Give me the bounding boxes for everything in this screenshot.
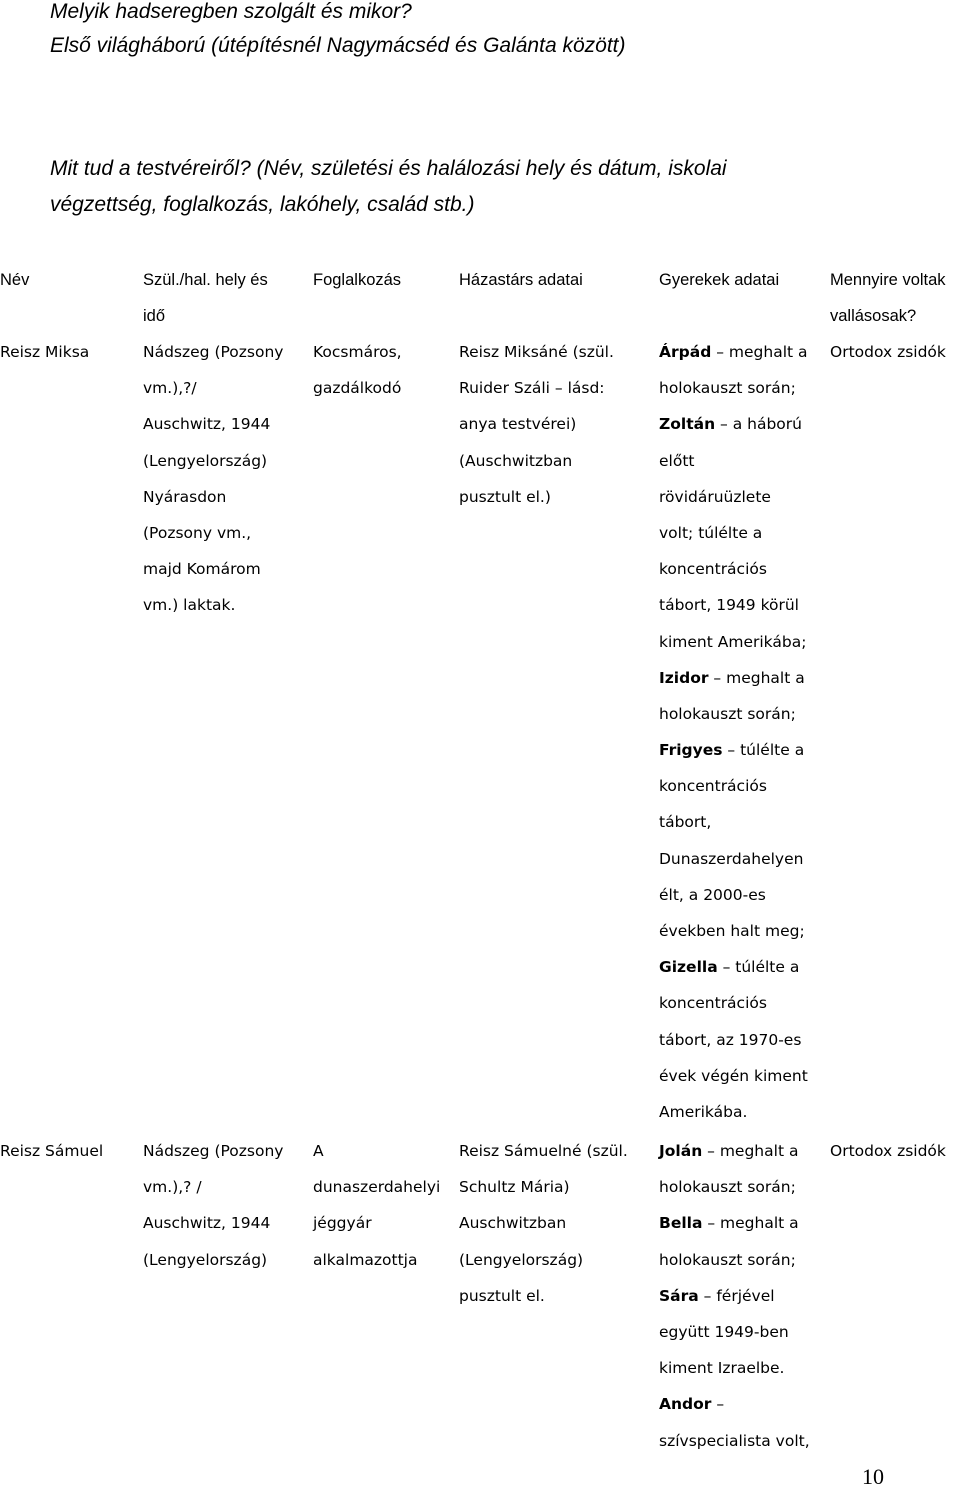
- child-text: évek végén kiment: [659, 1066, 808, 1085]
- cell-line: Reisz Sámuelné (szül.: [459, 1142, 628, 1160]
- child-text: – túlélte a: [722, 741, 805, 760]
- answer-service: Első világháború (útépítésnél Nagymácséd és Galánta között): [50, 34, 626, 57]
- cell-line: Auschwitzban: [459, 1214, 567, 1233]
- cell-line: Nádszeg (Pozsony: [143, 1142, 284, 1160]
- child-text: – túlélte a: [717, 958, 800, 977]
- child-text: években halt meg;: [659, 922, 805, 940]
- cell-line: Auschwitz, 1944: [143, 1214, 271, 1233]
- header-name: Név: [0, 271, 30, 289]
- child-text: koncentrációs: [659, 994, 767, 1013]
- child-line: [659, 841, 808, 877]
- child-line: [659, 1423, 810, 1459]
- child-line: [659, 732, 808, 768]
- question-siblings-line2: végzettség, foglalkozás, lakóhely, család stb.): [50, 193, 475, 216]
- row-birth: [143, 1133, 283, 1278]
- child-text: holokauszt során;: [659, 1178, 796, 1197]
- child-line: [659, 1169, 810, 1205]
- child-line: [659, 804, 808, 840]
- row-name: Reisz Sámuel: [0, 1142, 104, 1160]
- row-birth: [143, 334, 283, 624]
- cell-line: Auschwitz, 1944: [143, 415, 271, 434]
- child-text: Dunaszerdahelyen: [659, 849, 804, 868]
- cell-line: Reisz Miksáné (szül.: [459, 343, 614, 361]
- cell-line: anya testvérei): [459, 415, 577, 434]
- child-text: –: [711, 1395, 725, 1414]
- cell-line: Ruider Száli – lásd:: [459, 379, 605, 398]
- child-name: Sára: [659, 1286, 699, 1305]
- row-occupation: [313, 334, 402, 406]
- row-name: Reisz Miksa: [0, 343, 90, 361]
- child-text: előtt: [659, 451, 695, 470]
- row-religion: Ortodox zsidók: [830, 1142, 946, 1160]
- question-siblings-line1: Mit tud a testvéreiről? (Név, születési és halálozási hely és dátum, iskolai: [50, 157, 727, 180]
- header-religion-line1: Mennyire voltak: [830, 271, 946, 289]
- child-name: Árpád: [659, 343, 712, 361]
- cell-line: vm.) laktak.: [143, 596, 236, 615]
- header-birth-line2: idő: [143, 307, 166, 325]
- row-children: [659, 1133, 810, 1459]
- cell-line: Schultz Mária): [459, 1178, 570, 1197]
- child-line: [659, 406, 808, 442]
- child-text: tábort, 1949 körül: [659, 596, 799, 615]
- child-line: [659, 370, 808, 406]
- child-line: [659, 1205, 810, 1241]
- child-line: [659, 515, 808, 551]
- child-text: holokauszt során;: [659, 704, 796, 723]
- row-spouse: [459, 334, 614, 515]
- child-text: – férjével: [698, 1286, 775, 1305]
- child-text: tábort,: [659, 813, 712, 832]
- child-line: [659, 1133, 810, 1169]
- header-children: Gyerekek adatai: [659, 271, 780, 289]
- child-line: [659, 1278, 810, 1314]
- child-line: [659, 1350, 810, 1386]
- child-line: [659, 1022, 808, 1058]
- cell-line: dunaszerdahelyi: [313, 1178, 441, 1197]
- child-text: Amerikába.: [659, 1102, 748, 1121]
- row-religion: Ortodox zsidók: [830, 343, 946, 361]
- cell-line: majd Komárom: [143, 560, 261, 579]
- child-line: [659, 443, 808, 479]
- child-text: élt, a 2000-es: [659, 885, 766, 904]
- row-children: [659, 334, 808, 1130]
- child-text: volt; túlélte a: [659, 523, 763, 542]
- child-text: koncentrációs: [659, 560, 767, 579]
- child-line: [659, 949, 808, 985]
- question-service: Melyik hadseregben szolgált és mikor?: [50, 0, 412, 23]
- page-number: 10: [862, 1464, 884, 1489]
- child-line: [659, 334, 808, 370]
- child-text: holokauszt során;: [659, 1250, 796, 1269]
- cell-line: alkalmazottja: [313, 1250, 418, 1269]
- cell-line: vm.),?/: [143, 379, 197, 398]
- cell-line: (Pozsony vm.,: [143, 523, 252, 542]
- child-line: [659, 1314, 810, 1350]
- row-spouse: [459, 1133, 628, 1314]
- cell-line: (Auschwitzban: [459, 451, 573, 470]
- child-text: – meghalt a: [711, 343, 808, 361]
- cell-line: pusztult el.): [459, 487, 551, 506]
- child-line: [659, 551, 808, 587]
- cell-line: Nyárasdon: [143, 487, 227, 506]
- header-birth-line1: Szül./hal. hely és: [143, 271, 268, 289]
- child-line: [659, 587, 808, 623]
- cell-line: vm.),? /: [143, 1178, 202, 1197]
- header-religion-line2: vallásosak?: [830, 307, 917, 325]
- child-name: Gizella: [659, 958, 718, 977]
- cell-line: A: [313, 1142, 324, 1160]
- child-name: Jolán: [659, 1142, 703, 1160]
- child-name: Zoltán: [659, 415, 716, 434]
- header-occupation: Foglalkozás: [313, 271, 402, 289]
- child-name: Frigyes: [659, 741, 723, 760]
- child-text: – a háború: [715, 415, 802, 434]
- cell-line: pusztult el.: [459, 1286, 545, 1305]
- child-text: – meghalt a: [702, 1142, 799, 1160]
- child-text: szívspecialista volt,: [659, 1431, 810, 1450]
- child-name: Izidor: [659, 668, 709, 687]
- cell-line: (Lengyelország): [143, 1250, 268, 1269]
- child-text: rövidáruüzlete: [659, 487, 771, 506]
- child-text: tábort, az 1970-es: [659, 1030, 802, 1049]
- child-line: [659, 1386, 810, 1422]
- child-line: [659, 877, 808, 913]
- child-line: [659, 913, 808, 949]
- cell-line: (Lengyelország): [143, 451, 268, 470]
- child-name: Bella: [659, 1214, 703, 1233]
- child-text: – meghalt a: [708, 668, 805, 687]
- child-line: [659, 1242, 810, 1278]
- child-text: kiment Izraelbe.: [659, 1359, 785, 1378]
- child-line: [659, 1094, 808, 1130]
- child-line: [659, 624, 808, 660]
- cell-line: jéggyár: [313, 1214, 372, 1233]
- child-text: együtt 1949-ben: [659, 1322, 789, 1341]
- cell-line: (Lengyelország): [459, 1250, 584, 1269]
- cell-line: Nádszeg (Pozsony: [143, 343, 284, 361]
- child-line: [659, 985, 808, 1021]
- child-text: – meghalt a: [702, 1214, 799, 1233]
- child-text: koncentrációs: [659, 777, 767, 796]
- child-line: [659, 660, 808, 696]
- cell-line: Kocsmáros,: [313, 343, 402, 361]
- child-line: [659, 696, 808, 732]
- child-name: Andor: [659, 1395, 712, 1414]
- child-line: [659, 1058, 808, 1094]
- child-text: kiment Amerikába;: [659, 632, 807, 651]
- header-spouse: Házastárs adatai: [459, 271, 583, 289]
- child-line: [659, 768, 808, 804]
- cell-line: gazdálkodó: [313, 379, 402, 398]
- child-line: [659, 479, 808, 515]
- row-occupation: [313, 1133, 440, 1278]
- child-text: holokauszt során;: [659, 379, 796, 398]
